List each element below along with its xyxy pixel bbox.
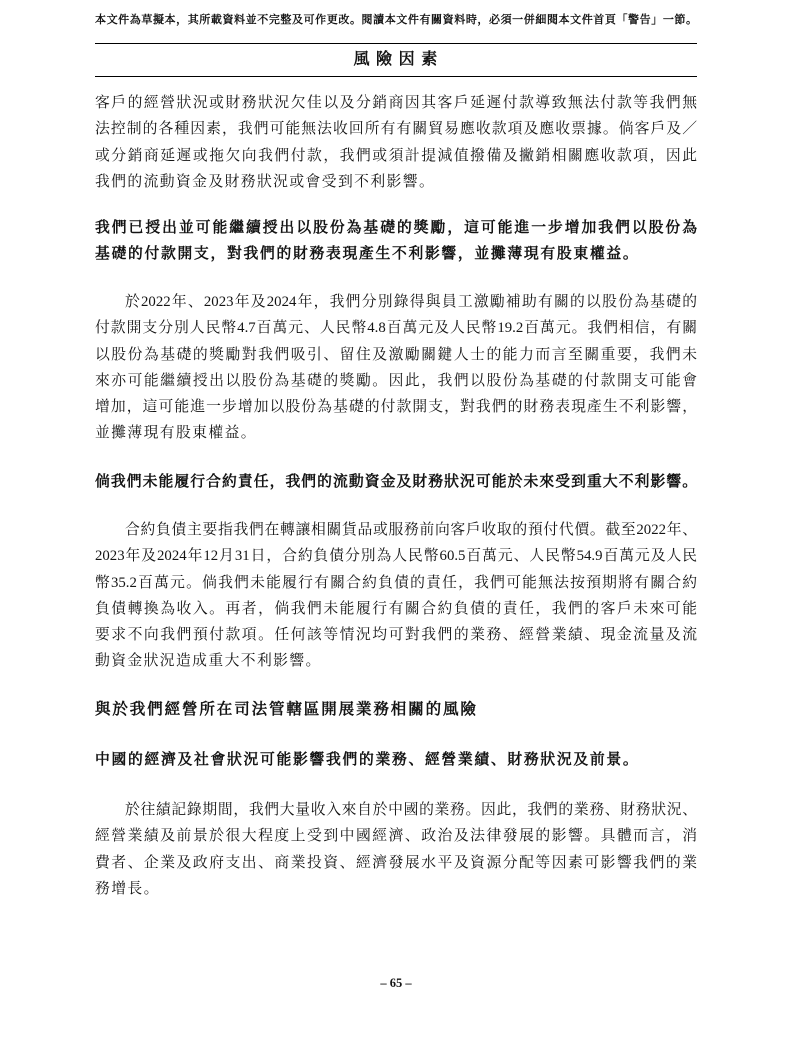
text-line: 並攤薄現有股東權益。 <box>95 425 257 442</box>
text-line: 於2022年、2023年及2024年，我們分別錄得與員工激勵補助有關的以股份為基礎的 <box>125 294 697 310</box>
section-title: 風 險 因 素 <box>353 51 439 68</box>
text-line: 增加，這可能進一步增加以股份為基礎的付款開支，對我們的財務表現產生不利影響， <box>95 399 697 416</box>
header-divider-bottom <box>95 76 697 77</box>
china-conditions-paragraph <box>95 797 697 902</box>
text-line: 付款開支分別人民幣4.7百萬元、人民幣4.8百萬元及人民幣19.2百萬元。我們相信，有關 <box>95 320 697 337</box>
page-number: – 65 – <box>380 976 412 990</box>
contract-obligation-risk-heading <box>95 469 697 495</box>
text-line: 幣35.2百萬元。倘我們未能履行有關合約負債的責任，我們可能無法按預期將有關合約 <box>95 574 697 591</box>
contract-liabilities-paragraph <box>95 517 697 675</box>
jurisdiction-risks-section-heading <box>95 697 697 723</box>
text-line: 務增長。 <box>95 880 160 897</box>
text-line: 或分銷商延遲或拖欠向我們付款，我們或須計提減值撥備及撇銷相關應收款項，因此 <box>95 147 697 164</box>
heading-line: 與於我們經營所在司法管轄區開展業務相關的風險 <box>95 701 478 718</box>
heading-line: 倘我們未能履行合約責任，我們的流動資金及財務狀況可能於未來受到重大不利影響。 <box>95 474 697 490</box>
text-line: 2023年及2024年12月31日，合約負債分別為人民幣60.5百萬元、人民幣54.9百萬元及人民 <box>95 548 697 565</box>
draft-warning-notice: 本文件為草擬本，其所載資料並不完整及可作更改。閱讀本文件有關資料時，必須一併細閱本文件首頁「警告」一節。 <box>95 14 697 26</box>
text-line: 來亦可能繼續授出以股份為基礎的獎勵。因此，我們以股份為基礎的付款開支可能會 <box>95 372 697 389</box>
text-line: 於往績記錄期間，我們大量收入來自於中國的業務。因此，我們的業務、財務狀況、 <box>125 802 697 818</box>
heading-line: 中國的經濟及社會狀況可能影響我們的業務、經營業績、財務狀況及前景。 <box>95 752 640 768</box>
text-line: 法控制的各種因素，我們可能無法收回所有有關貿易應收款項及應收票據。倘客戶及／ <box>95 121 697 138</box>
heading-line: 基礎的付款開支，對我們的財務表現產生不利影響，並攤薄現有股東權益。 <box>95 246 640 263</box>
share-based-awards-risk-heading <box>95 215 697 268</box>
text-line: 要求不向我們預付款項。任何該等情況均可對我們的業務、經營業績、現金流量及流 <box>95 627 697 644</box>
receivables-risk-paragraph <box>95 90 697 195</box>
text-line: 經營業績及前景於很大程度上受到中國經濟、政治及法律發展的影響。具體而言，消 <box>95 828 697 845</box>
china-conditions-risk-heading <box>95 747 697 773</box>
text-line: 客戶的經營狀況或財務狀況欠佳以及分銷商因其客戶延遲付款導致無法付款等我們無 <box>95 95 697 111</box>
text-line: 我們的流動資金及財務狀況或會受到不利影響。 <box>95 173 436 190</box>
text-line: 動資金狀況造成重大不利影響。 <box>95 653 322 670</box>
text-line: 負債轉換為收入。再者，倘我們未能履行有關合約負債的責任，我們的客戶未來可能 <box>95 600 697 617</box>
share-based-awards-paragraph <box>95 289 697 447</box>
text-line: 費者、企業及政府支出、商業投資、經濟發展水平及資源分配等因素可影響我們的業 <box>95 854 697 871</box>
heading-line: 我們已授出並可能繼續授出以股份為基礎的獎勵，這可能進一步增加我們以股份為 <box>95 220 697 236</box>
text-line: 合約負債主要指我們在轉讓相關貨品或服務前向客戶收取的預付代價。截至2022年、 <box>125 522 697 538</box>
text-line: 以股份為基礎的獎勵對我們吸引、留住及激勵關鍵人士的能力而言至關重要，我們未 <box>95 346 697 363</box>
header-divider-top <box>95 43 697 44</box>
